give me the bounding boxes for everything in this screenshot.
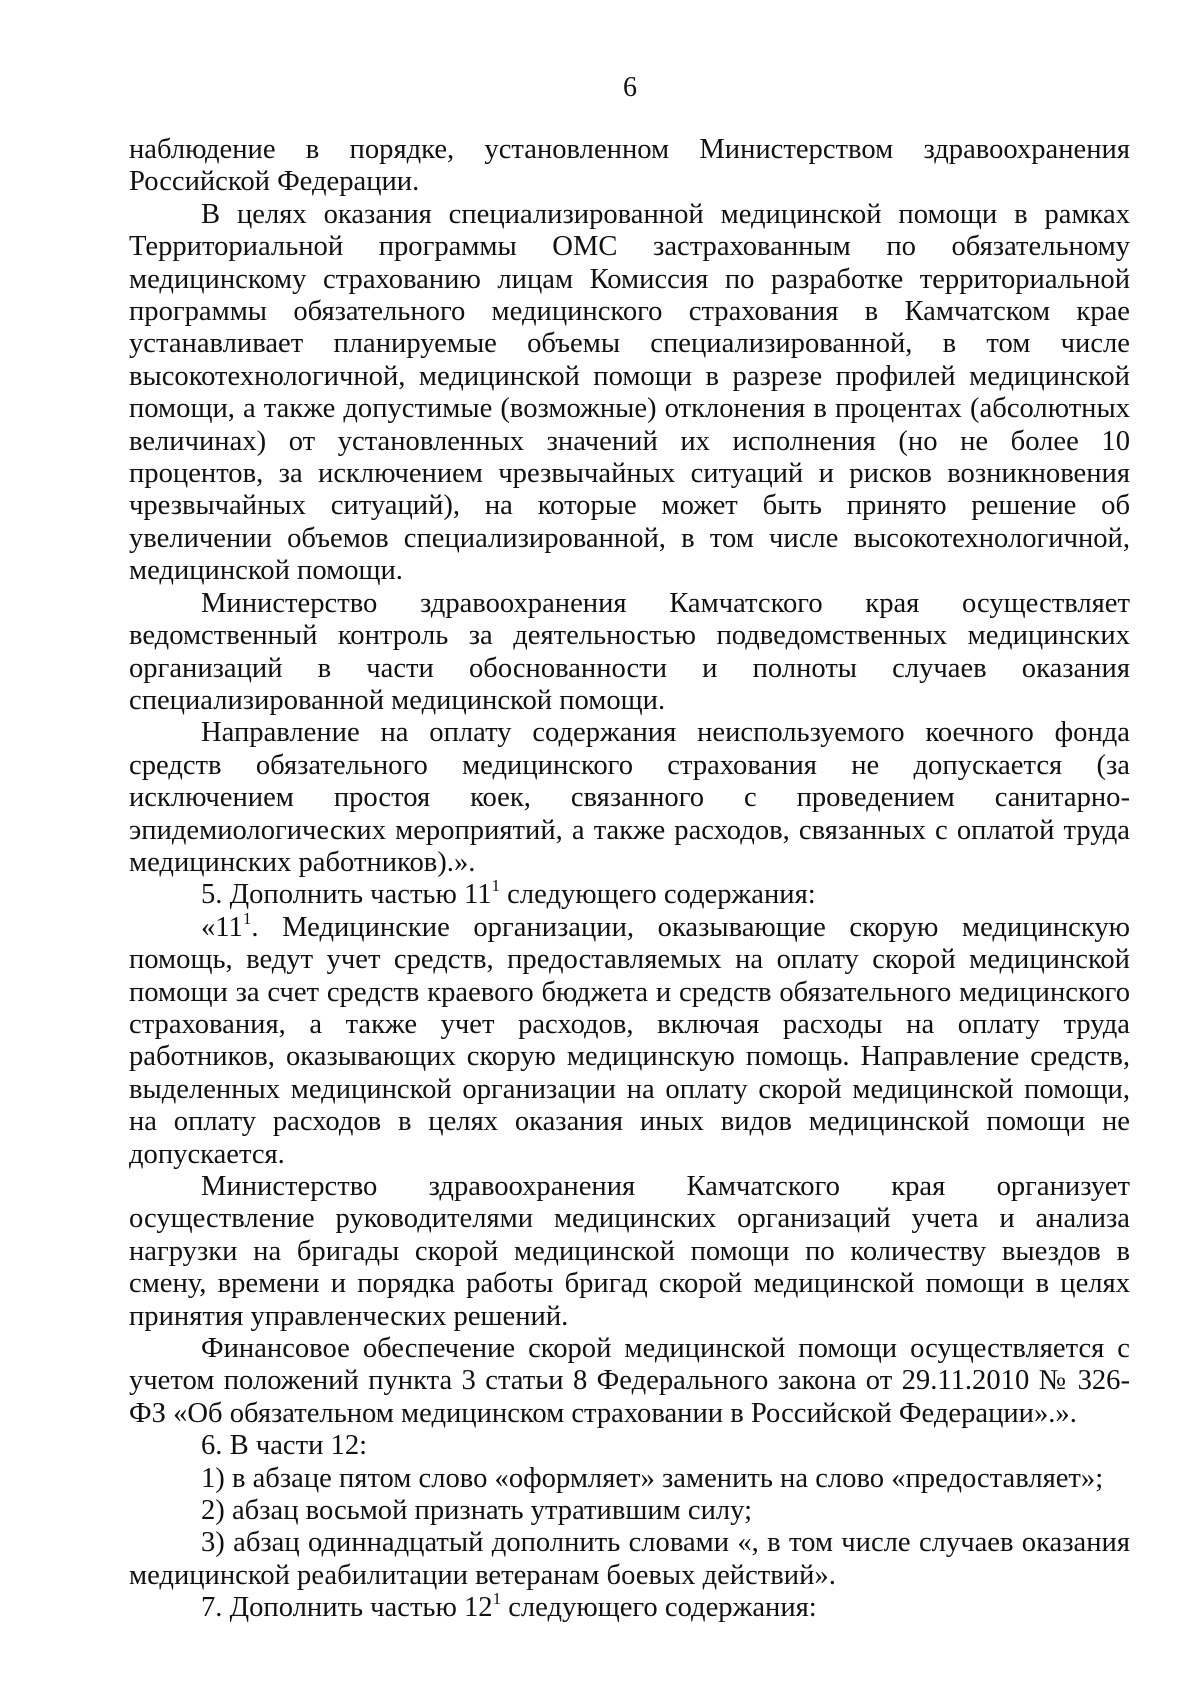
paragraph-subitem-1: 1) в абзаце пятом слово «оформляет» заменить на слово «предоставляет»; bbox=[201, 1462, 1104, 1494]
paragraph-part-11-1-pre: «11 bbox=[201, 911, 243, 943]
paragraph-item-7 bbox=[129, 1589, 1130, 1624]
paragraph-item-6: 6. В части 12: bbox=[201, 1430, 368, 1462]
document-body bbox=[129, 134, 1130, 1625]
page-number: 6 bbox=[623, 72, 637, 103]
superscript-1: 1 bbox=[491, 876, 501, 896]
paragraph-subitem-2: 2) абзац восьмой признать утратившим силу; bbox=[201, 1495, 753, 1527]
paragraph-subitem-3: 3) абзац одиннадцатый дополнить словами «, в том числе случаев оказания медицинской реабилитации ветеранам боевых действий». bbox=[129, 1527, 1130, 1591]
paragraph-continuation: наблюдение в порядке, установленном Министерством здравоохранения Российской Федерации. bbox=[129, 134, 1130, 198]
superscript-1: 1 bbox=[242, 908, 252, 928]
paragraph-ministry-control: Министерство здравоохранения Камчатского края осуществляет ведомственный контроль за деятельностью подведомственных медицинских организаций в части обоснованности и полноты случаев оказания специализированной медицинской помощи. bbox=[129, 587, 1130, 716]
paragraph-bed-fund: Направление на оплату содержания неиспользуемого коечного фонда средств обязательного медицинского страхования не допускается (за исключением простоя коек, связанного с проведением санитарно-эпидемиологических мероприятий, а также расходов, связанных с оплатой труда медицинских работников).». bbox=[129, 717, 1130, 878]
superscript-1: 1 bbox=[492, 1589, 502, 1609]
paragraph-item-7-post: следующего содержания: bbox=[501, 1592, 817, 1624]
paragraph-item-5 bbox=[129, 876, 1130, 911]
paragraph-part-11-1-post: . Медицинские организации, оказывающие скорую медицинскую помощь, ведут учет средств, предоставляемых на оплату скорой медицинской помощи за счет средств краевого бюджета и средств обязательного медицинского страхования, а также учет расходов, включая расходы на оплату труда работников, оказывающих скорую медицинскую помощь. Направление средств, выделенных медицинской организации на оплату скорой медицинской помощи, на оплату расходов в целях оказания иных видов медицинской помощи не допускается. bbox=[129, 911, 1130, 1170]
paragraph-specialized-care: В целях оказания специализированной медицинской помощи в рамках Территориальной программы ОМС застрахованным по обязательному медицинскому страхованию лицам Комиссия по разработке территориальной программы обязательного медицинского страхования в Камчатском крае устанавливает планируемые объемы специализированной, в том числе высокотехнологичной, медицинской помощи в разрезе профилей медицинской помощи, а также допустимые (возможные) отклонения в процентах (абсолютных величинах) от установленных значений их исполнения (но не более 10 процентов, за исключением чрезвычайных ситуаций и рисков возникновения чрезвычайных ситуаций), на которые может быть принято решение об увеличении объемов специализированной, в том числе высокотехнологичной, медицинской помощи. bbox=[129, 198, 1130, 587]
paragraph-item-7-pre: 7. Дополнить частью 12 bbox=[201, 1592, 493, 1624]
paragraph-item-5-pre: 5. Дополнить частью 11 bbox=[201, 879, 492, 911]
paragraph-part-11-1 bbox=[129, 908, 1130, 1171]
paragraph-financing: Финансовое обеспечение скорой медицинской помощи осуществляется с учетом положений пункта 3 статьи 8 Федерального закона от 29.11.2010 № 326-ФЗ «Об обязательном медицинском страховании в Российской Федерации».». bbox=[129, 1333, 1130, 1429]
paragraph-ministry-organizes: Министерство здравоохранения Камчатского края организует осуществление руководителями медицинских организаций учета и анализа нагрузки на бригады скорой медицинской помощи по количеству выездов в смену, времени и порядка работы бригад скорой медицинской помощи в целях принятия управленческих решений. bbox=[129, 1171, 1130, 1332]
paragraph-item-5-post: следующего содержания: bbox=[500, 879, 816, 911]
